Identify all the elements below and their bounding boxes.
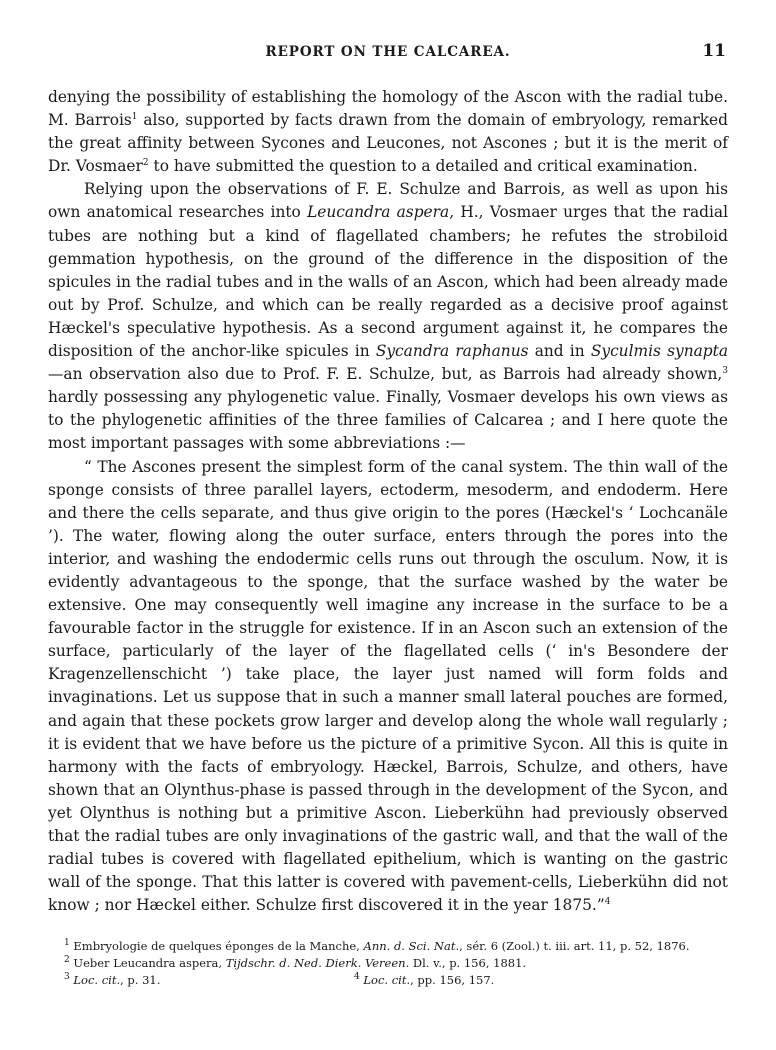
page-number: 11	[702, 41, 726, 61]
paragraph-1-text-c: to have submitted the question to a detailed and critical examination.	[148, 157, 698, 176]
paragraph-2-text-a: Relying upon the observations of F. E. Schulze and Barrois, as well as upon his own anatomical researches into	[48, 180, 728, 222]
footnote-1	[64, 938, 724, 955]
page-header	[50, 41, 726, 68]
footnote-4-number: 4	[354, 972, 360, 983]
paragraph-1-text-b: also, supported by facts drawn from the domain of embryology, remarked the great affinity between Sycones and Leucones, not Ascones ; but it is the merit of Dr. Vosmaer	[48, 111, 728, 176]
footnote-3-citation: Loc. cit.	[73, 973, 121, 987]
footnote-2-number: 2	[64, 955, 70, 966]
species-name-sycandra: Sycandra raphanus	[375, 342, 529, 361]
footnotes	[64, 938, 724, 989]
footnote-ref-4: 4	[604, 897, 611, 908]
quotation-paragraph	[48, 456, 728, 918]
footnote-1-number: 1	[64, 938, 70, 949]
paragraph-2-text-b: , H., Vosmaer urges that the radial tubes are nothing but a kind of flagellated chambers; he refutes the strobiloid gemmation hypothesis, on the ground of the difference in the disposition of the spicules in the radial tubes and in the walls of an Ascon, which had been already made out by Prof. Schulze, and which can be really regarded as a decisive proof against Hæckel's speculative hypothesis. As a second argument against it, he compares the disposition of the anchor-like spicules in	[48, 203, 728, 361]
footnote-4	[354, 972, 494, 989]
footnote-4-text: , pp. 156, 157.	[410, 973, 495, 987]
footnote-1-text-a: Embryologie de quelques éponges de la Manche,	[69, 939, 364, 953]
footnote-3-number: 3	[64, 972, 70, 983]
paragraph-1-text-a: denying the possibility of establishing the homology of the Ascon with the radial tube. M. Barrois	[48, 88, 728, 130]
paragraph-1	[48, 86, 728, 178]
footnote-ref-2: 2	[142, 158, 149, 169]
running-head: REPORT ON THE CALCAREA.	[265, 44, 511, 60]
footnote-2	[64, 955, 724, 972]
paragraph-2-text-c: and in	[528, 342, 591, 361]
footnote-2-journal: Tijdschr. d. Ned. Dierk. Vereen.	[225, 956, 410, 970]
paragraph-2	[48, 178, 728, 455]
footnote-2-text-b: Dl. v., p. 156, 1881.	[409, 956, 527, 970]
footnote-ref-1: 1	[131, 111, 138, 122]
footnote-row	[64, 972, 724, 989]
paragraph-2-text-e: hardly possessing any phylogenetic value. Finally, Vosmaer develops his own views as to the phylogenetic affinities of the three families of Calcarea ; and I here quote the most important passages with some abbreviations :—	[48, 388, 728, 453]
quotation-text: “ The Ascones present the simplest form of the canal system. The thin wall of the sponge consists of three parallel layers, ectoderm, mesoderm, and endoderm. Here and there the cells separate, and thus give origin to the pores (Hæckel's ‘ Lochcanäle ’). The water, flowing along the outer surface, enters through the pores into the interior, and washing the endodermic cells runs out through the osculum. Now, it is evidently advantageous to the sponge, that the surface washed by the water be extensive. One may consequently well imagine any increase in the surface to be a favourable factor in the struggle for existence. If in an Ascon such an extension of the surface, particularly of the layer of the flagellated cells (‘ in's Besondere der Kragenzellenschicht ’) take place, the layer just named will form folds and invaginations. Let us suppose that in such a manner small lateral pouches are formed, and again that these pockets grow larger and develop along the whole wall regularly ; it is evident that we have before us the picture of a primitive Sycon. All this is quite in harmony with the facts of embryology. Hæckel, Barrois, Schulze, and others, have shown that an Olynthus-phase is passed through in the development of the Sycon, and yet Olynthus is nothing but a primitive Ascon. Lieberkühn had previously observed that the radial tubes are only invaginations of the gastric wall, and that the wall of the radial tubes is covered with flagellated epithelium, which is wanting on the gastric wall of the sponge. That this latter is covered with pavement-cells, Lieberkühn did not know ; nor Hæckel either. Schulze first discovered it in the year 1875.”	[48, 457, 728, 915]
footnote-3-text: , p. 31.	[120, 973, 161, 987]
paragraph-2-text-d: —an observation also due to Prof. F. E. Schulze, but, as Barrois had already shown,	[48, 365, 723, 384]
species-name-leucandra: Leucandra aspera	[307, 203, 450, 222]
footnote-1-text-b: , sér. 6 (Zool.) t. iii. art. 11, p. 52, 1876.	[459, 939, 690, 953]
footnote-4-citation: Loc. cit.	[363, 973, 411, 987]
species-name-syculmis: Syculmis synapta	[590, 342, 729, 361]
footnote-1-journal: Ann. d. Sci. Nat.	[363, 939, 460, 953]
footnote-2-text-a: Ueber Leucandra aspera,	[69, 956, 226, 970]
footnote-ref-3: 3	[722, 366, 728, 376]
footnote-3	[64, 972, 354, 989]
body-text	[48, 86, 728, 917]
